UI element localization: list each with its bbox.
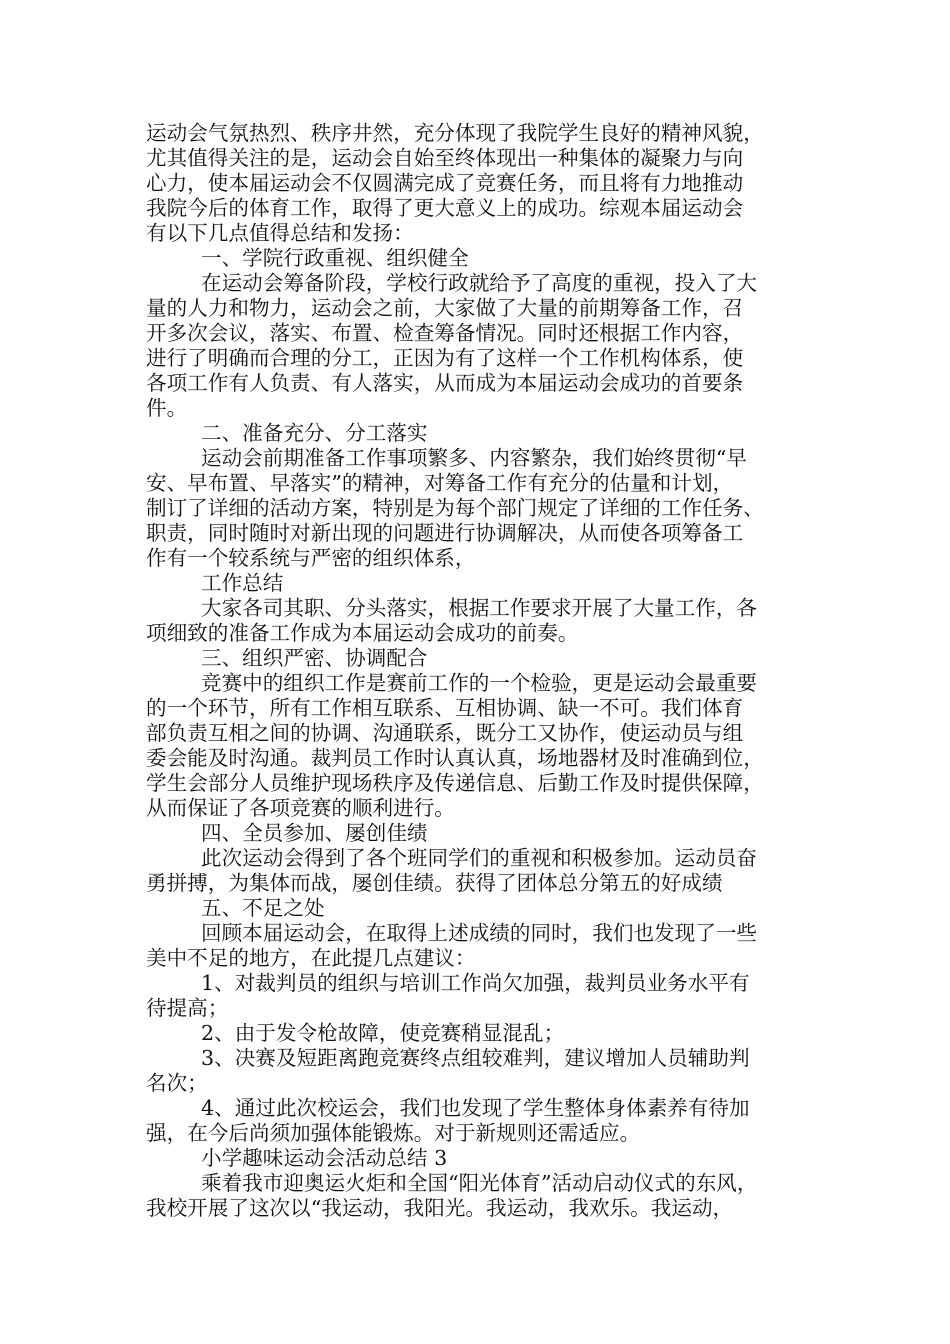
paragraph-line-indented: 二、准备充分、分工落实	[201, 421, 428, 445]
paragraph-line: 委会能及时沟通。裁判员工作时认真认真，场地器材及时准确到位，	[146, 746, 764, 770]
paragraph-line-indented: 回顾本届运动会，在取得上述成绩的同时，我们也发现了一些	[201, 921, 758, 945]
paragraph-line-indented: 乘着我市迎奥运火炬和全国“阳光体育”活动启动仪式的东风，	[201, 1171, 758, 1195]
paragraph-line: 强，在今后尚须加强体能锻炼。对于新规则还需适应。	[146, 1121, 641, 1145]
paragraph-line-indented: 1、对裁判员的组织与培训工作尚欠加强，裁判员业务水平有	[201, 971, 750, 995]
paragraph-line-indented: 小学趣味运动会活动总结 3	[201, 1146, 448, 1170]
paragraph-line-indented: 工作总结	[201, 571, 284, 595]
paragraph-line: 开多次会议，落实、布置、检查筹备情况。同时还根据工作内容，	[146, 321, 744, 345]
paragraph-line: 尤其值得关注的是，运动会自始至终体现出一种集体的凝聚力与向	[146, 146, 744, 170]
paragraph-line: 制订了详细的活动方案，特别是为每个部门规定了详细的工作任务、	[146, 496, 764, 520]
paragraph-line: 从而保证了各项竞赛的顺利进行。	[146, 796, 455, 820]
paragraph-line: 量的人力和物力，运动会之前，大家做了大量的前期筹备工作，召	[146, 296, 744, 320]
paragraph-line-indented: 四、全员参加、屡创佳绩	[201, 821, 428, 845]
paragraph-line: 项细致的准备工作成为本届运动会成功的前奏。	[146, 621, 579, 645]
paragraph-line-indented: 2、由于发令枪故障，使竞赛稍显混乱；	[201, 1021, 565, 1045]
paragraph-line: 作有一个较系统与严密的组织体系，	[146, 546, 476, 570]
paragraph-line-indented: 4、通过此次校运会，我们也发现了学生整体身体素养有待加	[201, 1096, 750, 1120]
paragraph-line: 勇拼搏，为集体而战，屡创佳绩。获得了团体总分第五的好成绩	[146, 871, 723, 895]
paragraph-line: 进行了明确而合理的分工，正因为有了这样一个工作机构体系，使	[146, 346, 744, 370]
paragraph-line-indented: 三、组织严密、协调配合	[201, 646, 428, 670]
paragraph-line-indented: 在运动会筹备阶段，学校行政就给予了高度的重视，投入了大	[201, 271, 758, 295]
paragraph-line: 部负责互相之间的协调、沟通联系，既分工又协作，使运动员与组	[146, 721, 744, 745]
paragraph-line: 安、早布置、早落实”的精神，对筹备工作有充分的估量和计划，	[146, 471, 734, 495]
paragraph-line: 我校开展了这次以“我运动，我阳光。我运动，我欢乐。我运动，	[146, 1196, 734, 1220]
paragraph-line-indented: 3、决赛及短距离跑竞赛终点组较难判，建议增加人员辅助判	[201, 1046, 750, 1070]
paragraph-line-indented: 一、学院行政重视、组织健全	[201, 246, 469, 270]
paragraph-line: 学生会部分人员维护现场秩序及传递信息、后勤工作及时提供保障，	[146, 771, 764, 795]
paragraph-line-indented: 竞赛中的组织工作是赛前工作的一个检验，更是运动会最重要	[201, 671, 758, 695]
paragraph-line: 有以下几点值得总结和发扬：	[146, 221, 414, 245]
paragraph-line: 名次；	[146, 1071, 208, 1095]
paragraph-line-indented: 五、不足之处	[201, 896, 325, 920]
paragraph-line-indented: 此次运动会得到了各个班同学们的重视和积极参加。运动员奋	[201, 846, 758, 870]
paragraph-line: 件。	[146, 396, 188, 420]
paragraph-line: 的一个环节，所有工作相互联系、互相协调、缺一不可。我们体育	[146, 696, 744, 720]
paragraph-line: 各项工作有人负责、有人落实，从而成为本届运动会成功的首要条	[146, 371, 744, 395]
paragraph-line-indented: 运动会前期准备工作事项繁多、内容繁杂，我们始终贯彻“早	[201, 446, 747, 470]
document-body	[146, 121, 826, 1221]
paragraph-line: 美中不足的地方，在此提几点建议：	[146, 946, 476, 970]
paragraph-line: 心力，使本届运动会不仅圆满完成了竞赛任务，而且将有力地推动	[146, 171, 744, 195]
paragraph-line-indented: 大家各司其职、分头落实，根据工作要求开展了大量工作，各	[201, 596, 758, 620]
paragraph-line: 运动会气氛热烈、秩序井然，充分体现了我院学生良好的精神风貌，	[146, 121, 764, 145]
paragraph-line: 待提高；	[146, 996, 229, 1020]
paragraph-line: 我院今后的体育工作，取得了更大意义上的成功。综观本届运动会	[146, 196, 744, 220]
paragraph-line: 职责，同时随时对新出现的问题进行协调解决，从而使各项筹备工	[146, 521, 744, 545]
